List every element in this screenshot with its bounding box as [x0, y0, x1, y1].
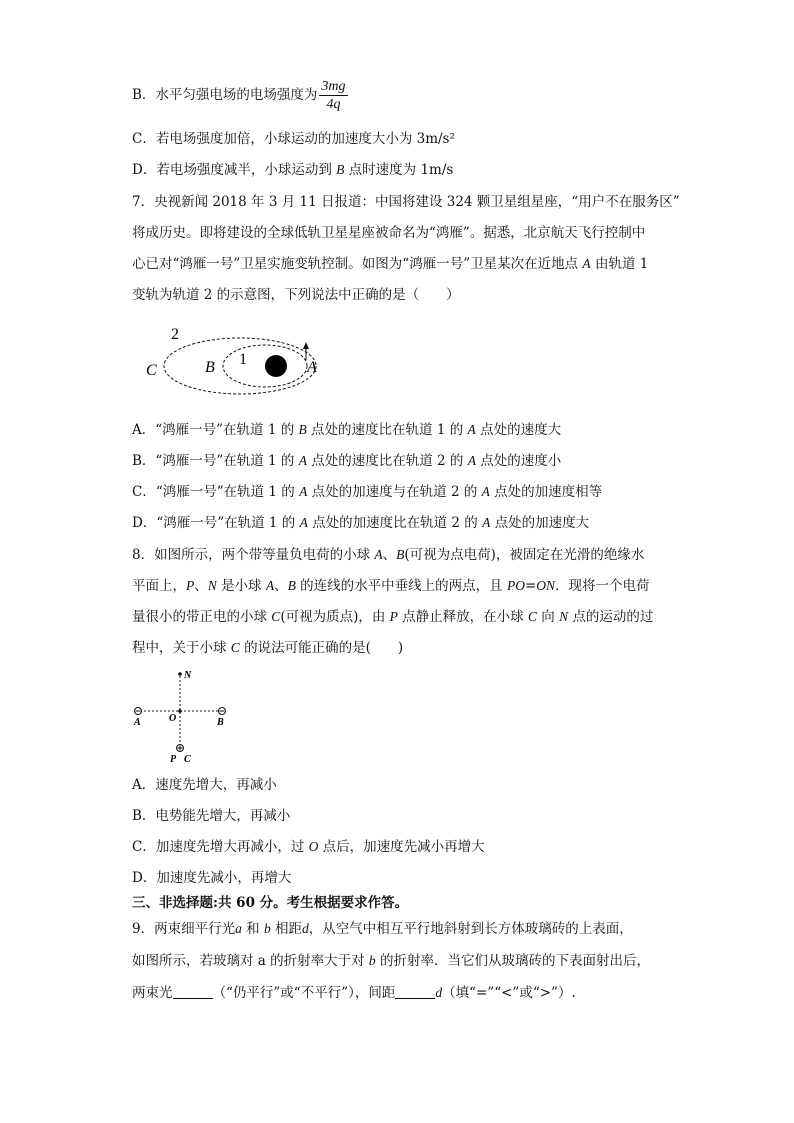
q8-stem-line-1	[132, 545, 644, 565]
text: 点处的速度大	[475, 422, 562, 438]
text: ，从空气中相互平行地斜射到长方体玻璃砖的上表面，	[308, 921, 633, 937]
point-label: A	[467, 453, 476, 468]
fraction-denominator: 4q	[326, 97, 341, 112]
q8-option-b: B．电势能先增大，再减小	[132, 808, 291, 824]
text: （“仍平行”或“不平行”），间距	[212, 985, 396, 1001]
q8-option-c	[132, 837, 485, 857]
fraction-numerator: 3mg	[321, 79, 346, 94]
text: C．加速度先增大再减小，过	[132, 839, 309, 855]
var: d	[301, 921, 309, 936]
fraction-3mg-over-4q	[319, 78, 347, 113]
text: 点处的速度小	[475, 453, 562, 469]
var: N	[207, 578, 217, 593]
point-label: A	[467, 422, 476, 437]
text: 两束光	[132, 985, 173, 1001]
q7-stem-line-3	[132, 254, 648, 274]
point-a-label: A	[307, 359, 317, 376]
text: 点后，加速度先减小再增大	[318, 839, 485, 855]
q6-option-d-text: D．若电场强度减半，小球运动到	[132, 162, 337, 178]
label-c: C	[184, 754, 191, 765]
q8-stem-line-3	[132, 607, 653, 627]
var: P	[389, 609, 398, 624]
label-n: N	[184, 670, 192, 681]
var: C	[230, 640, 240, 655]
var: O	[308, 839, 319, 854]
point-label: A	[482, 515, 491, 530]
var: b	[368, 953, 376, 968]
q8-option-a: A．速度先增大，再减小	[132, 777, 277, 793]
q8-option-d: D．加速度先减小，再增大	[132, 870, 292, 886]
label-b: B	[217, 717, 224, 728]
text: 的说法可能正确的是( )	[239, 640, 404, 656]
q6-option-d-text: 点时速度为 1m/s	[344, 162, 454, 178]
q7-option-c	[132, 482, 602, 502]
text: 如图所示，若玻璃对 a 的折射率大于对	[132, 953, 369, 969]
text: 的折射率．当它们从玻璃砖的下表面射出后，	[375, 953, 650, 969]
q7-stem-line-4: 变轨为轨道 2 的示意图，下列说法中正确的是（ ）	[132, 287, 460, 303]
point-n-dot	[178, 672, 182, 676]
text: C．“鸿雁一号”在轨道 1 的	[132, 484, 300, 500]
text: 由轨道 1	[590, 256, 649, 272]
text: 量很小的带正电的小球	[132, 609, 272, 625]
q8-stem-line-2	[132, 576, 650, 596]
label-p: P	[170, 754, 177, 765]
text: 程中，关于小球	[132, 640, 231, 656]
point-label: A	[299, 515, 308, 530]
var: N	[559, 609, 569, 624]
text: 心已对“鸿雁一号”卫星实施变轨控制。如图为“鸿雁一号”卫星某次在近地点	[132, 256, 583, 272]
text: 相距	[270, 921, 302, 937]
q7-option-a	[132, 420, 561, 440]
point-c-label: C	[146, 362, 157, 379]
var: A	[265, 578, 275, 593]
text: 、	[274, 578, 288, 594]
text: 点处的加速度相等	[489, 484, 603, 500]
text: B．“鸿雁一号”在轨道 1 的	[132, 453, 299, 469]
text: 9．两束细平行光	[132, 921, 236, 937]
text: ．现将一个电荷	[555, 578, 650, 594]
q7-stem-line-1: 7．央视新闻 2018 年 3 月 11 日报道：中国将建设 324 颗卫星组星座，“用户不在服务区”	[132, 194, 680, 210]
text: =	[524, 578, 537, 594]
text: 和	[241, 921, 264, 937]
text: 平面上，	[132, 578, 186, 594]
label-o: O	[169, 713, 177, 724]
var: a	[235, 921, 242, 936]
point-label: B	[298, 422, 307, 437]
var: PO	[506, 578, 525, 593]
var: C	[527, 609, 537, 624]
text: 、	[194, 578, 208, 594]
q9-stem-line-1	[132, 919, 633, 939]
answer-blank-2[interactable]	[395, 984, 435, 999]
text: 的连线的水平中垂线上的两点，且	[295, 578, 507, 594]
charge-diagram	[130, 666, 240, 766]
text: 点处的速度比在轨道 2 的	[306, 453, 468, 469]
text: (可视为质点)，由	[280, 609, 390, 625]
q6-option-b	[132, 78, 348, 113]
arrow-head	[303, 342, 309, 349]
text: 点的运动的过	[568, 609, 654, 625]
var: B	[287, 578, 296, 593]
q6-option-b-text: B．水平匀强电场的电场强度为	[132, 87, 318, 103]
text: 点处的加速度与在轨道 2 的	[307, 484, 482, 500]
text: 、	[382, 547, 397, 563]
q6-option-d	[132, 160, 453, 180]
text: 点静止释放，在小球	[397, 609, 528, 625]
q7-stem-line-2: 将成历史。即将建设的全球低轨卫星星座被命名为“鸿雁”。据悉，北京航天飞行控制中	[132, 225, 646, 241]
orbit-2-label: 2	[171, 326, 179, 343]
orbit-1-label: 1	[239, 351, 247, 368]
var: ON	[536, 578, 556, 593]
q6-option-c: C．若电场强度加倍，小球运动的加速度大小为 3m/s²	[132, 131, 455, 147]
text: A．“鸿雁一号”在轨道 1 的	[132, 422, 299, 438]
text: （填“=”“<”或“>”）.	[442, 985, 576, 1001]
point-label: A	[481, 484, 490, 499]
var: d	[435, 985, 443, 1000]
q7-option-d	[132, 513, 589, 533]
point-label: A	[582, 256, 591, 271]
point-o-dot	[178, 709, 182, 713]
text: 是小球	[216, 578, 266, 594]
q8-stem-line-4	[132, 638, 403, 658]
point-label: B	[336, 162, 345, 177]
text: 点处的加速度比在轨道 2 的	[307, 515, 483, 531]
var: b	[263, 921, 271, 936]
section-heading: 三、非选择题:共 60 分。考生根据要求作答。	[132, 895, 409, 911]
q9-stem-line-3	[132, 983, 576, 1003]
orbit-diagram	[140, 320, 330, 400]
earth	[265, 355, 287, 377]
var: A	[374, 547, 383, 562]
point-label: A	[299, 484, 308, 499]
var: C	[271, 609, 281, 624]
label-a: A	[134, 717, 141, 728]
answer-blank-1[interactable]	[173, 984, 213, 999]
text: 8．如图所示，两个带等量负电荷的小球	[132, 547, 375, 563]
text: 向	[537, 609, 560, 625]
point-label: A	[298, 453, 307, 468]
var: P	[186, 578, 195, 593]
text: D．“鸿雁一号”在轨道 1 的	[132, 515, 300, 531]
point-b-label: B	[205, 359, 215, 376]
text: 点处的速度比在轨道 1 的	[306, 422, 468, 438]
text: (可视为点电荷)，被固定在光滑的绝缘水	[404, 547, 645, 563]
text: 点处的加速度大	[490, 515, 590, 531]
q9-stem-line-2	[132, 951, 650, 971]
q7-option-b	[132, 451, 561, 471]
var: B	[396, 547, 405, 562]
